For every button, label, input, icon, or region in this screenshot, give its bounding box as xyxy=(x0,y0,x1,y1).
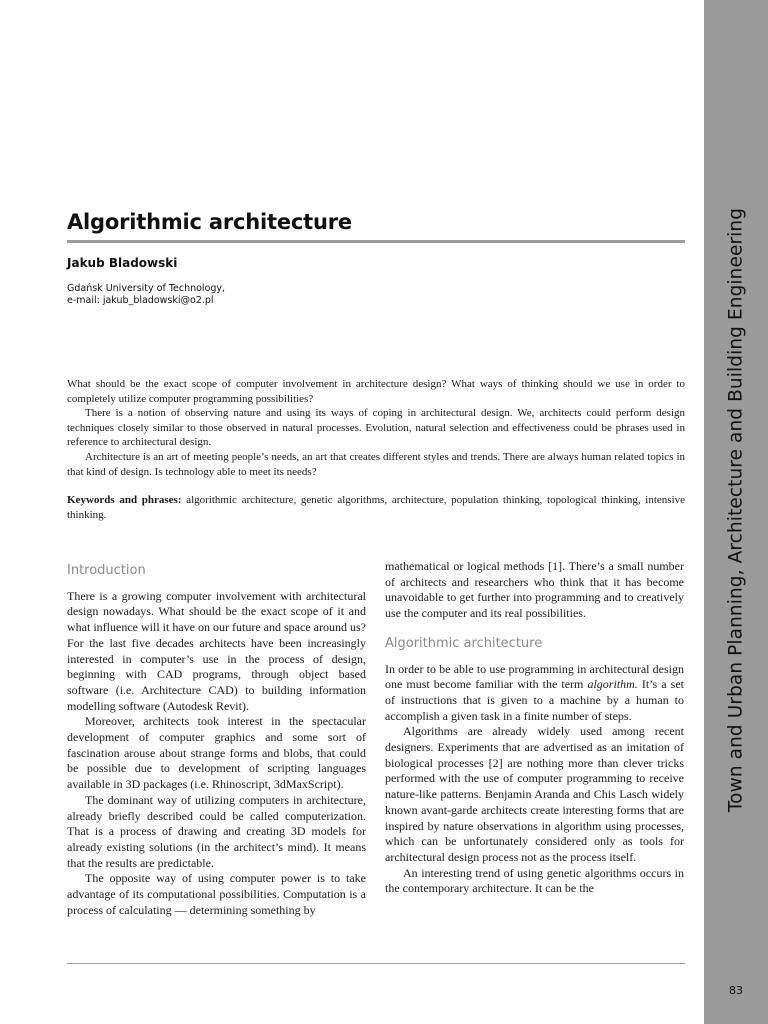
body-paragraph xyxy=(385,662,684,725)
text-run: In order to be able to use programming in architectural design one must become familiar with the term xyxy=(385,661,684,692)
body-paragraph: Moreover, architects took interest in the spectacular development of computer graphics and some sort of fascination arouse about strange forms and blobs, that could be possible due to development of scripting languages available in 3D packages (i.e. Rhinoscript, 3dMaxScript). xyxy=(67,714,366,792)
section-heading-algorithmic-architecture: Algorithmic architecture xyxy=(385,635,543,651)
keywords xyxy=(67,493,685,522)
body-paragraph: The dominant way of utilizing computers in architecture, already briefly described could be called computerization. That is a process of drawing and creating 3D models for already existing solutions (in the architect’s mind). It means that the results are predictable. xyxy=(67,792,366,870)
right-column xyxy=(385,559,684,897)
body-paragraph: Algorithms are already widely used among recent designers. Experiments that are advertised as an imitation of biological processes [2] are nothing more than clever tricks performed with the use of computer programming to receive nature-like patterns. Benjamin Aranda and Chis Lasch widely known avant-garde architects create interesting forms that are inspired by nature observations in algorithm using processes, which can be unfortunately considered only as tools for architectural design process not as the process itself. xyxy=(385,724,684,864)
footer-divider xyxy=(67,963,685,964)
body-paragraph: The opposite way of using computer power is to take advantage of its computational possibilities. Computation is a process of calculating — determining something by xyxy=(67,871,366,917)
author-name: Jakub Bladowski xyxy=(67,256,178,270)
abstract-paragraph: What should be the exact scope of computer involvement in architecture design? What ways of thinking should we use in order to completely utilize computer programming possibilities? xyxy=(67,378,685,405)
abstract-paragraph: There is a notion of observing nature and using its ways of coping in architectural design. We, architects could perform design techniques closely similar to those observed in natural processes. Evolution, natural selection and effectiveness could be phrases used in reference to architectural design. xyxy=(67,407,685,449)
term-algorithm: algorithm. xyxy=(587,677,638,692)
body-paragraph: An interesting trend of using genetic algorithms occurs in the contemporary architecture. It can be the xyxy=(385,865,684,896)
page-number: 83 xyxy=(729,984,743,997)
author-email: e-mail: jakub_bladowski@o2.pl xyxy=(67,295,214,306)
left-column xyxy=(67,563,366,918)
journal-name: Town and Urban Planning, Architecture and Building Engineering xyxy=(725,207,747,813)
article-title: Algorithmic architecture xyxy=(67,210,352,234)
abstract-paragraph: Architecture is an art of meeting people’s needs, an art that creates different styles and trends. There are always human related topics in that kind of design. Is technology able to meet its needs? xyxy=(67,450,685,478)
body-paragraph: mathematical or logical methods [1]. There’s a small number of architects and researchers who think that it has become unavoidable to get further into programming and to creatively use the computer and its real possibilities. xyxy=(385,559,684,621)
keywords-text: algorithmic architecture, genetic algorithms, architecture, population thinking, topological thinking, intensive thinking. xyxy=(67,494,686,521)
body-paragraph: There is a growing computer involvement with architectural design nowadays. What should be the exact scope of it and what influence will it have on our future and space around us? For the last five decades architects have been increasingly interested in computer’s use in the process of design, beginning with CAD programs, through object based software (i.e. Architecture CAD) to building information modelling software (Autodesk Revit). xyxy=(67,588,366,713)
keywords-label: Keywords and phrases: xyxy=(67,494,182,506)
affiliation-line: Gdańsk University of Technology, xyxy=(67,283,226,294)
abstract xyxy=(67,377,685,479)
section-heading-introduction: Introduction xyxy=(67,563,146,578)
title-divider xyxy=(67,240,685,243)
author-affiliation xyxy=(67,283,225,307)
text-run: It’s a set of instructions that is given to a machine by a human to accomplish a given task in a finite number of steps. xyxy=(385,677,684,723)
